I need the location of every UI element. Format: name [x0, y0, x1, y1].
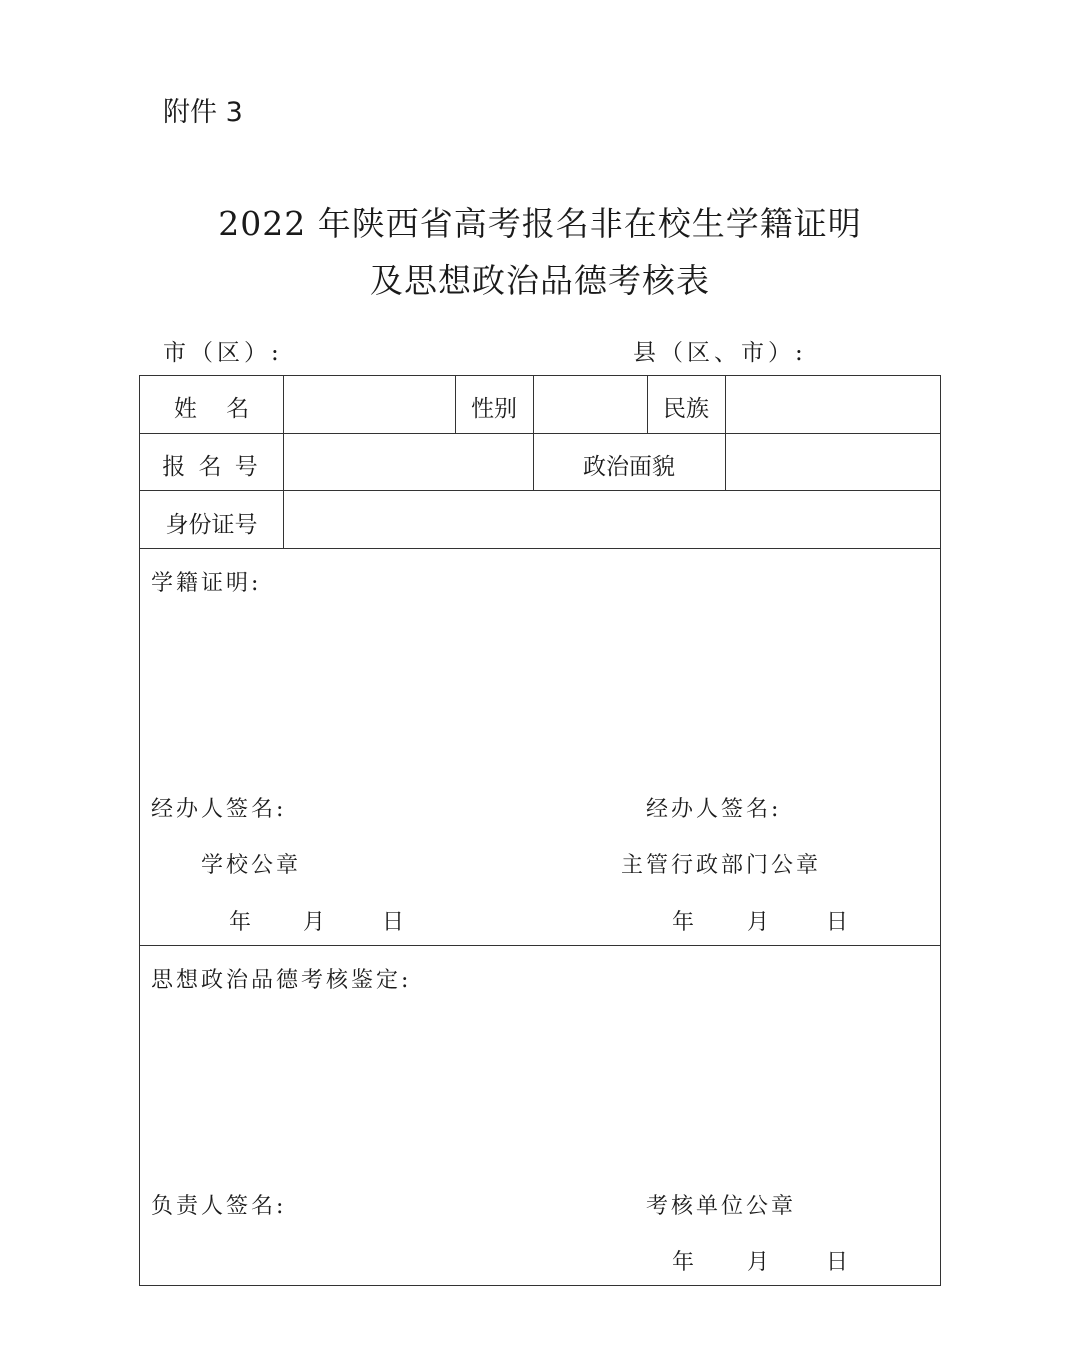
- date-month-label: 月: [747, 1250, 773, 1275]
- date-year-label: 年: [672, 910, 698, 935]
- admin-department-seal-label: 主管行政部门公章: [621, 853, 822, 878]
- school-seal-label: 学校公章: [201, 853, 302, 878]
- section-divider: [140, 945, 940, 946]
- date-year-label: 年: [672, 1250, 698, 1275]
- right-handler-signature-label: 经办人签名:: [646, 797, 782, 822]
- responsible-person-signature-label: 负责人签名:: [151, 1194, 287, 1219]
- moral-assessment-heading: 思想政治品德考核鉴定:: [151, 968, 412, 993]
- name-value-field[interactable]: [283, 376, 455, 433]
- ethnicity-label: 民族: [663, 396, 709, 422]
- gender-label: 性别: [471, 396, 517, 422]
- document-title-line2: 及思想政治品德考核表: [370, 261, 710, 300]
- id-number-field[interactable]: [283, 490, 942, 548]
- political-status-field[interactable]: [725, 433, 942, 490]
- left-handler-signature-label: 经办人签名:: [151, 797, 287, 822]
- political-status-label: 政治面貌: [583, 454, 675, 480]
- name-label: 姓 名: [173, 396, 250, 422]
- county-label: 县（区、市）:: [633, 340, 807, 366]
- enrollment-certificate-heading: 学籍证明:: [151, 571, 262, 596]
- gender-value-field[interactable]: [533, 376, 647, 433]
- id-number-label: 身份证号: [165, 512, 258, 538]
- city-label: 市（区）:: [163, 340, 283, 366]
- row-divider: [140, 548, 940, 549]
- date-day-label: 日: [382, 910, 408, 935]
- registration-number-field[interactable]: [283, 433, 533, 490]
- date-day-label: 日: [826, 910, 852, 935]
- assessment-form-table: [139, 375, 941, 1286]
- registration-number-label: 报 名 号: [162, 454, 261, 480]
- date-month-label: 月: [303, 910, 329, 935]
- ethnicity-value-field[interactable]: [725, 376, 942, 433]
- date-year-label: 年: [229, 910, 255, 935]
- document-title-line1: 2022 年陕西省高考报名非在校生学籍证明: [218, 204, 862, 243]
- date-month-label: 月: [747, 910, 773, 935]
- assessment-unit-seal-label: 考核单位公章: [646, 1194, 797, 1219]
- attachment-label: 附件 3: [163, 97, 243, 128]
- date-day-label: 日: [826, 1250, 852, 1275]
